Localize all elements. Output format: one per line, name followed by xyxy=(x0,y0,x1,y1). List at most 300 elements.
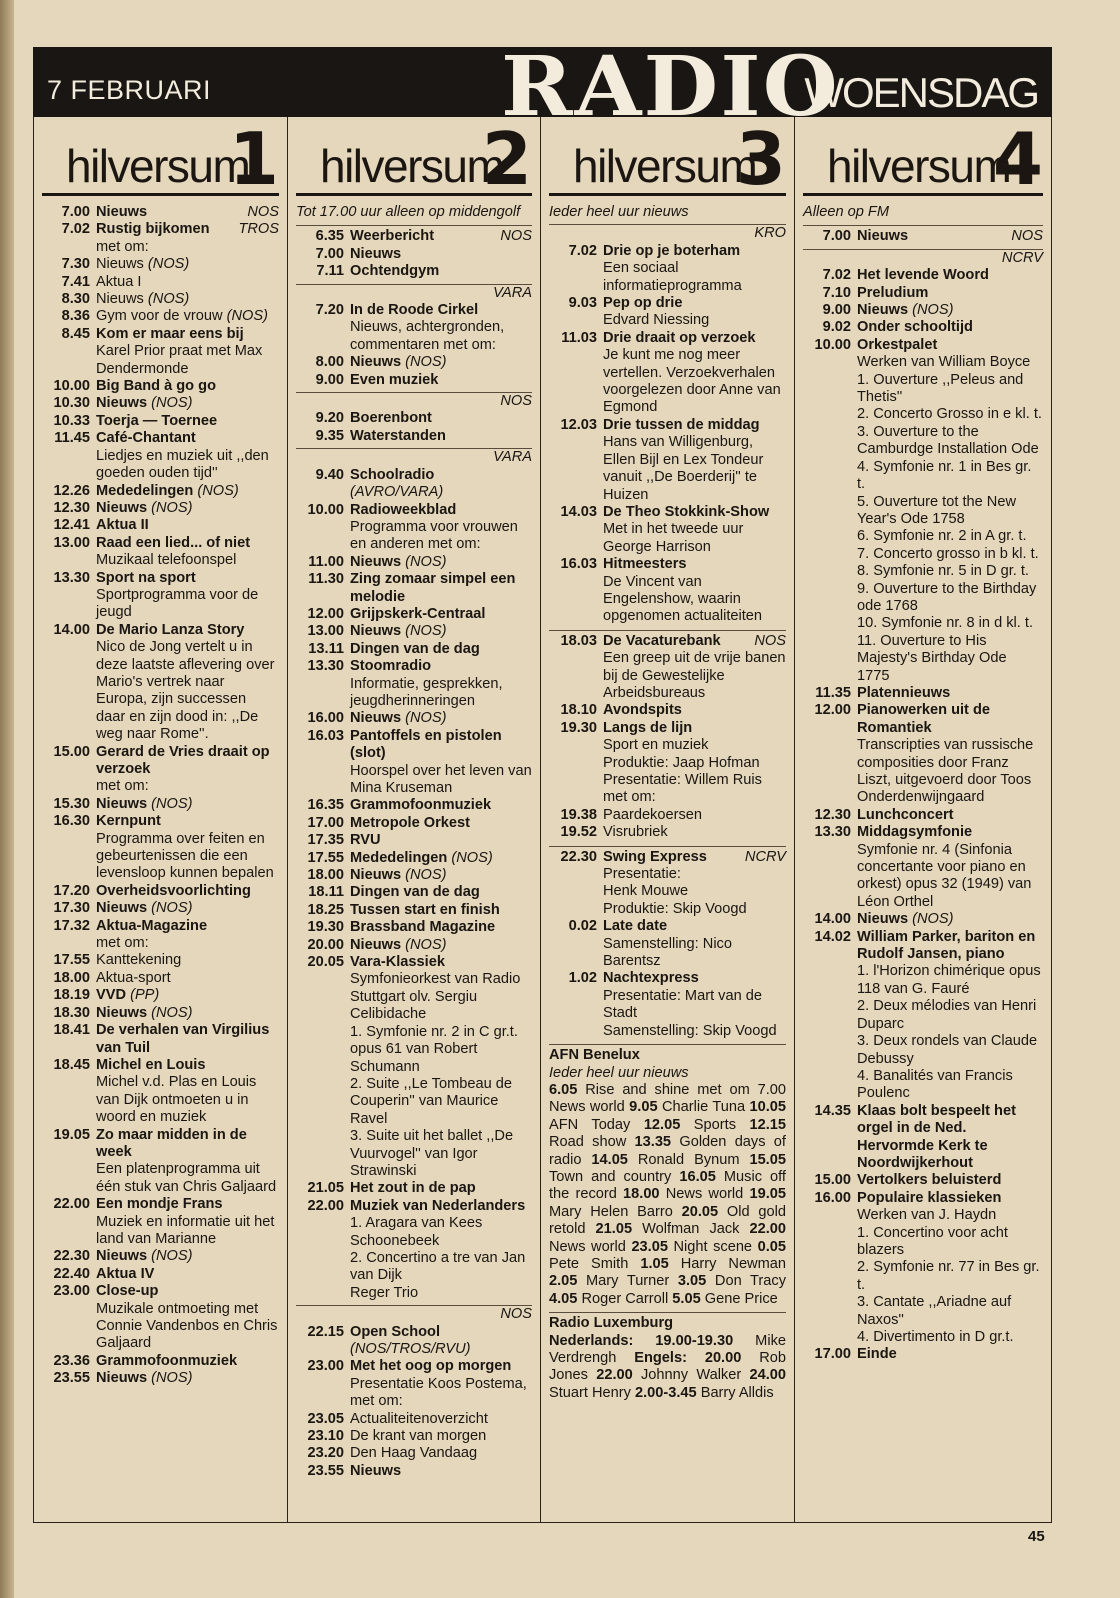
program-entry xyxy=(549,846,786,919)
program-time: 15.00 xyxy=(53,743,90,760)
program-title-line xyxy=(857,228,1043,245)
program-title: Pantoffels en pistolen (slot) xyxy=(350,727,502,762)
program-description: 7. Concerto grosso in b kl. t. xyxy=(857,545,1039,562)
broadcaster-label: NOS xyxy=(247,204,279,220)
program-time: 4.05 xyxy=(549,1290,578,1307)
program-title: Nieuws xyxy=(350,710,402,727)
program-title-line xyxy=(350,919,532,936)
program-entry xyxy=(42,1248,279,1265)
program-title-line xyxy=(350,467,532,484)
program-title-line xyxy=(96,1283,279,1300)
program-time: 17.32 xyxy=(53,917,90,934)
program-title: Nieuws xyxy=(96,256,144,273)
program-content xyxy=(603,807,786,824)
program-entry xyxy=(296,884,532,901)
station-heading xyxy=(803,117,1043,201)
station-number: 1 xyxy=(228,117,279,201)
program-title: De verhalen van Virgilius van Tuil xyxy=(96,1022,270,1056)
program-content xyxy=(350,1428,532,1445)
program-content xyxy=(350,428,532,445)
program-entry xyxy=(296,354,532,371)
program-time: 22.30 xyxy=(560,848,597,865)
program-content xyxy=(96,430,279,482)
program-title-line xyxy=(857,929,1043,964)
program-entry xyxy=(42,1022,279,1057)
program-content xyxy=(350,902,532,919)
program-title-line xyxy=(603,633,786,650)
program-title: Boerenbont xyxy=(350,410,432,427)
program-title-line xyxy=(350,710,532,727)
program-content xyxy=(96,1005,279,1022)
station-number: 4 xyxy=(992,117,1043,201)
program-title-line xyxy=(350,1324,532,1341)
program-description: 4. Banalités van Francis Poulenc xyxy=(857,1067,1013,1102)
program-content xyxy=(350,797,532,814)
program-description: 10. Symfonie nr. 8 in d kl. t. xyxy=(857,615,1034,632)
program-description: 1. Ouverture ,,Peleus and Thetis'' xyxy=(857,371,1024,406)
program-entry xyxy=(296,902,532,919)
program-title-line xyxy=(857,1346,1043,1363)
program-time: 11.45 xyxy=(54,430,90,447)
program-title-line xyxy=(857,911,1043,928)
program-content xyxy=(96,1127,279,1197)
program-content xyxy=(96,221,279,256)
header-date: 7 FEBRUARI xyxy=(47,75,212,105)
program-time: 16.35 xyxy=(307,797,344,814)
program-title: Lunchconcert xyxy=(857,806,954,823)
program-title-line xyxy=(96,413,279,430)
program-entry xyxy=(803,1346,1043,1363)
program-entry xyxy=(296,263,532,280)
program-content xyxy=(350,728,532,798)
program-title: Avondspits xyxy=(603,702,682,719)
program-entry xyxy=(803,702,1043,806)
program-title-line xyxy=(857,1103,1043,1173)
program-time: 19.05 xyxy=(53,1126,90,1143)
page-number: 45 xyxy=(1028,1528,1045,1545)
program-title: Open School xyxy=(350,1323,440,1340)
program-title: Nieuws xyxy=(96,795,148,812)
program-title-line xyxy=(350,954,532,971)
program-content xyxy=(603,556,786,626)
program-entry xyxy=(296,1463,532,1480)
program-title-line xyxy=(96,570,279,587)
program-title-line xyxy=(857,685,1043,702)
program-description: 2. Concerto Grosso in e kl. t. xyxy=(857,406,1042,423)
program-time: 14.00 xyxy=(814,911,851,928)
program-title: Een mondje Frans xyxy=(96,1196,223,1213)
program-time: 12.05 xyxy=(643,1116,681,1133)
program-content xyxy=(350,302,532,354)
program-entry xyxy=(803,1103,1043,1173)
program-broadcaster: (NOS) xyxy=(912,911,954,928)
program-content xyxy=(96,517,279,534)
program-entry xyxy=(549,918,786,970)
program-entry xyxy=(296,225,532,245)
program-title-line xyxy=(350,554,532,571)
program-time: 19.52 xyxy=(560,824,597,841)
program-time: 9.05 xyxy=(629,1099,658,1116)
program-text: Don Tracy xyxy=(706,1273,786,1290)
program-time: 7.00 xyxy=(315,245,344,262)
program-title: In de Roode Cirkel xyxy=(350,302,479,319)
program-entry xyxy=(42,952,279,969)
program-text: Ronald Bynum xyxy=(627,1151,750,1168)
program-title-line xyxy=(96,1196,279,1213)
program-title-line xyxy=(350,246,532,263)
program-description: Produktie: Skip Voogd xyxy=(603,900,747,917)
program-title: Overheidsvoorlichting xyxy=(96,882,251,899)
program-time: 7.11 xyxy=(316,263,344,280)
program-content xyxy=(96,1353,279,1370)
program-entry xyxy=(296,1198,532,1302)
program-title: Weerbericht xyxy=(350,228,435,245)
program-title-line xyxy=(96,744,279,779)
program-content xyxy=(350,502,532,554)
program-time: 15.00 xyxy=(814,1172,851,1189)
program-time: 7.41 xyxy=(61,273,90,290)
program-entry xyxy=(42,1353,279,1370)
program-entry xyxy=(42,796,279,813)
program-time: 23.05 xyxy=(307,1410,344,1427)
program-content xyxy=(96,1057,279,1127)
program-broadcaster: (NOS) xyxy=(151,395,193,412)
program-time: 7.02 xyxy=(61,221,90,238)
program-title: Nieuws xyxy=(857,911,909,928)
program-description: Karel Prior praat met Max Dendermonde xyxy=(96,343,263,377)
program-content xyxy=(96,622,279,744)
program-content xyxy=(96,395,279,412)
program-title: Mededelingen xyxy=(350,849,448,866)
program-title: Toerja — Toernee xyxy=(96,412,218,429)
program-title-line xyxy=(350,354,532,371)
program-time: 7.00 xyxy=(61,204,90,220)
program-time: 20.00 xyxy=(307,936,344,953)
program-title: Populaire klassieken xyxy=(857,1189,1002,1206)
program-title: Nieuws xyxy=(96,291,144,308)
program-entry xyxy=(296,919,532,936)
program-entry xyxy=(42,256,279,273)
program-entry xyxy=(296,372,532,389)
program-broadcaster: (NOS) xyxy=(151,499,193,516)
program-content xyxy=(350,554,532,571)
program-title-line xyxy=(96,900,279,917)
program-time: 22.15 xyxy=(307,1323,344,1340)
program-title-line xyxy=(350,1445,532,1462)
program-title-line xyxy=(350,1358,532,1375)
program-entry xyxy=(803,302,1043,319)
program-description: Je kunt me nog meer vertellen. Verzoekverhalen voorgelezen door Anne van Egmond xyxy=(603,347,781,416)
program-time: 6.35 xyxy=(315,228,344,245)
program-title: Vertolkers beluisterd xyxy=(857,1172,1002,1189)
program-title-line xyxy=(96,1005,279,1022)
program-time: 14.02 xyxy=(814,928,851,945)
program-title-line xyxy=(96,952,279,969)
program-entry xyxy=(42,1127,279,1197)
program-time: 20.05 xyxy=(307,954,344,971)
program-time: 19.30 xyxy=(307,919,344,936)
program-description: 1. l'Horizon chimérique opus 118 van G. Fauré xyxy=(857,963,1041,997)
program-content xyxy=(603,970,786,1040)
program-content xyxy=(350,372,532,389)
program-title-line xyxy=(96,500,279,517)
program-description: (NOS/TROS/RVU) xyxy=(350,1341,471,1357)
section-heading: Radio Luxemburg xyxy=(549,1312,786,1332)
program-title: Actualiteitenoverzicht xyxy=(350,1410,488,1427)
program-time: 17.00 xyxy=(307,814,344,831)
program-entry xyxy=(803,1172,1043,1189)
program-description: 5. Ouverture tot the New Year's Ode 1758 xyxy=(857,493,1016,527)
program-entry xyxy=(549,243,786,295)
program-time: 18.00 xyxy=(307,867,344,884)
program-content xyxy=(857,319,1043,336)
program-content xyxy=(350,937,532,954)
program-description: 1. Symfonie nr. 2 in C gr.t. opus 61 van Robert Schumann xyxy=(350,1023,518,1075)
program-title-line xyxy=(350,1428,532,1445)
broadcaster-label: NCRV xyxy=(744,848,786,865)
program-entry xyxy=(296,410,532,427)
station-column-2 xyxy=(287,117,540,1522)
program-entry xyxy=(296,710,532,727)
program-time: 9.00 xyxy=(822,302,851,319)
program-text: Johnny Walker xyxy=(632,1367,750,1384)
program-broadcaster: (NOS) xyxy=(147,291,190,308)
program-content xyxy=(350,1180,532,1197)
program-broadcaster: (NOS) xyxy=(405,354,447,371)
program-description: met om: xyxy=(96,935,149,952)
program-content xyxy=(96,483,279,500)
program-time: 13.00 xyxy=(307,623,344,640)
program-content xyxy=(857,929,1043,1103)
program-time: 11.00 xyxy=(308,553,344,570)
program-time: 3.05 xyxy=(677,1273,707,1290)
program-description: Hoorspel over het leven van Mina Kruseman xyxy=(350,762,532,796)
program-title: Nieuws xyxy=(857,228,909,245)
program-time: 9.20 xyxy=(315,410,344,427)
program-time: 7.30 xyxy=(61,256,90,273)
station-number: 2 xyxy=(481,117,532,201)
program-title-line xyxy=(603,295,786,312)
program-title: Nieuws xyxy=(96,204,148,220)
program-time: 8.36 xyxy=(61,308,90,325)
program-title-line xyxy=(857,319,1043,336)
program-title: Nieuws xyxy=(350,245,402,262)
program-title-line xyxy=(350,372,532,389)
program-entry xyxy=(549,970,786,1040)
program-entry xyxy=(42,744,279,796)
program-title: Late date xyxy=(603,918,668,935)
program-entry xyxy=(42,987,279,1004)
program-title-line xyxy=(857,267,1043,284)
broadcaster-label: NOS xyxy=(754,632,786,649)
program-title-line xyxy=(96,1057,279,1074)
program-time: 18.19 xyxy=(53,987,90,1004)
program-broadcaster: (NOS) xyxy=(197,482,239,499)
program-title: Radioweekblad xyxy=(350,501,457,518)
program-text: Gene Price xyxy=(700,1290,778,1307)
program-title-line xyxy=(96,256,279,273)
program-title-line xyxy=(857,824,1043,841)
program-description: Nico de Jong vertelt u in deze laatste aflevering over Mario's vertrek naar Europa, zijn successen daar en zijn dood in: ,,De weg naar Rome''. xyxy=(96,639,275,743)
program-entry xyxy=(296,428,532,445)
program-title-line xyxy=(350,902,532,919)
program-time: 8.30 xyxy=(61,291,90,308)
program-title: Swing Express xyxy=(603,848,707,865)
program-entry xyxy=(42,1283,279,1353)
program-time: 7.02 xyxy=(568,242,597,259)
program-time: 23.05 xyxy=(631,1238,668,1255)
program-entry xyxy=(296,623,532,640)
schedule-note: Ieder heel uur nieuws xyxy=(549,1064,689,1081)
program-time: 18.03 xyxy=(560,632,597,649)
program-description: 6. Symfonie nr. 2 in A gr. t. xyxy=(857,528,1027,545)
broadcaster-label: NOS xyxy=(1011,228,1043,245)
program-time: 9.00 xyxy=(315,371,344,388)
program-entry xyxy=(549,720,786,807)
program-time: 18.45 xyxy=(53,1056,90,1073)
program-time: 18.00 xyxy=(623,1186,660,1203)
program-time: 23.10 xyxy=(307,1428,344,1445)
program-time: 22.00 xyxy=(749,1221,787,1238)
program-title-line xyxy=(857,702,1043,737)
program-time: 9.35 xyxy=(315,427,344,444)
program-time: 23.00 xyxy=(53,1283,90,1300)
program-description: Muziek en informatie uit het land van Marianne xyxy=(96,1213,275,1247)
program-title-line xyxy=(350,228,532,245)
program-title: Brassband Magazine xyxy=(350,919,496,936)
program-title-line xyxy=(350,1198,532,1215)
program-title-line xyxy=(96,883,279,900)
program-description: Sport en muziek xyxy=(603,737,709,754)
program-content xyxy=(96,378,279,395)
program-title: Waterstanden xyxy=(350,427,446,444)
program-title: Orkestpalet xyxy=(857,336,938,353)
program-title-line xyxy=(96,483,279,500)
station-name: hilversum xyxy=(827,140,1011,192)
program-time: 23.36 xyxy=(53,1352,90,1369)
program-title-line xyxy=(603,720,786,737)
program-entry xyxy=(296,302,532,354)
program-text: Night scene xyxy=(667,1238,758,1255)
program-description: Muzikaal telefoonspel xyxy=(96,552,237,569)
program-time: 10.30 xyxy=(53,395,90,412)
program-title-line xyxy=(603,243,786,260)
program-entry xyxy=(296,606,532,623)
program-time: 2.05 xyxy=(549,1273,578,1290)
program-description: Transcripties van russische composities door Franz Liszt, uitgevoerd door Toos Onderdenwijngaard xyxy=(857,737,1034,806)
program-entry xyxy=(549,330,786,417)
program-content xyxy=(96,1370,279,1387)
program-title: De Vacaturebank xyxy=(603,632,721,649)
program-content xyxy=(96,883,279,900)
program-title-line xyxy=(350,867,532,884)
program-description: 2. Deux mélodies van Henri Duparc xyxy=(857,998,1037,1032)
program-title-line xyxy=(350,571,532,606)
broadcaster-label: NOS xyxy=(500,228,532,245)
program-entry xyxy=(296,1428,532,1445)
program-title-line xyxy=(603,702,786,719)
program-description: Met in het tweede uur George Harrison xyxy=(603,521,744,555)
program-entry xyxy=(549,504,786,556)
program-description: met om: xyxy=(96,778,149,795)
program-time: 17.35 xyxy=(307,832,344,849)
program-title: Stoomradio xyxy=(350,658,432,675)
program-description: Sportprogramma voor de jeugd xyxy=(96,586,259,621)
program-title-line xyxy=(603,504,786,521)
program-entry xyxy=(42,204,279,221)
program-broadcaster: (NOS) xyxy=(151,795,193,812)
program-entry xyxy=(42,430,279,482)
program-title: Metropole Orkest xyxy=(350,814,471,831)
program-content xyxy=(603,702,786,719)
program-entry xyxy=(803,807,1043,824)
program-title-line xyxy=(96,1353,279,1370)
program-time: 12.03 xyxy=(560,416,597,433)
program-title-line xyxy=(350,623,532,640)
program-content xyxy=(603,417,786,504)
program-title-line xyxy=(350,884,532,901)
program-content xyxy=(350,710,532,727)
program-entry xyxy=(42,1005,279,1022)
program-time: 14.05 xyxy=(591,1151,628,1168)
program-description: Presentatie Koos Postema, met om: xyxy=(350,1375,527,1410)
program-entry xyxy=(296,797,532,814)
program-content xyxy=(350,246,532,263)
program-content xyxy=(857,285,1043,302)
program-time: 7.02 xyxy=(822,267,851,284)
program-description: Muzikale ontmoeting met Connie Vandenbos en Chris Galjaard xyxy=(96,1300,278,1352)
program-text: Old gold retold xyxy=(549,1203,786,1238)
program-time: 17.55 xyxy=(307,849,344,866)
program-title-line xyxy=(350,410,532,427)
program-title: Nieuws xyxy=(96,1370,148,1387)
program-entry xyxy=(549,417,786,504)
program-time: 12.30 xyxy=(53,499,90,516)
program-title-line xyxy=(350,728,532,763)
program-entry xyxy=(42,378,279,395)
program-title: Dingen van de dag xyxy=(350,884,480,901)
program-entry xyxy=(42,395,279,412)
program-time: 23.00 xyxy=(307,1358,344,1375)
program-title: Middagsymfonie xyxy=(857,824,973,841)
program-description: (AVRO/VARA) xyxy=(350,484,444,501)
program-title-line xyxy=(857,302,1043,319)
program-content xyxy=(96,1196,279,1248)
program-description: 1. Concertino voor acht blazers xyxy=(857,1224,1008,1258)
program-description: 4. Divertimento in D gr.t. xyxy=(857,1329,1014,1345)
program-time: 22.00 xyxy=(596,1367,633,1384)
program-title-line xyxy=(96,970,279,987)
program-description: De Vincent van Engelenshow, waarin opgenomen actualiteiten xyxy=(603,573,763,625)
program-text: Road show xyxy=(549,1134,635,1151)
program-text: Mary Turner xyxy=(577,1273,678,1290)
program-title-line xyxy=(857,807,1043,824)
program-broadcaster: (NOS) xyxy=(151,1248,193,1265)
broadcaster-label: VARA xyxy=(296,284,532,302)
program-title: Nieuws xyxy=(857,302,909,319)
program-entry xyxy=(296,571,532,606)
program-time: 16.03 xyxy=(307,727,344,744)
program-text: Town and country xyxy=(549,1168,680,1185)
broadcaster-label: KRO xyxy=(549,224,786,242)
program-entry xyxy=(42,1370,279,1387)
program-time: 18.11 xyxy=(308,884,344,901)
program-title: Einde xyxy=(857,1346,897,1363)
program-content xyxy=(857,302,1043,319)
program-time: 12.41 xyxy=(53,517,90,534)
station-column-3 xyxy=(540,117,794,1522)
program-description: Symfonieorkest van Radio Stuttgart olv. Sergiu Celibidache xyxy=(350,971,521,1023)
